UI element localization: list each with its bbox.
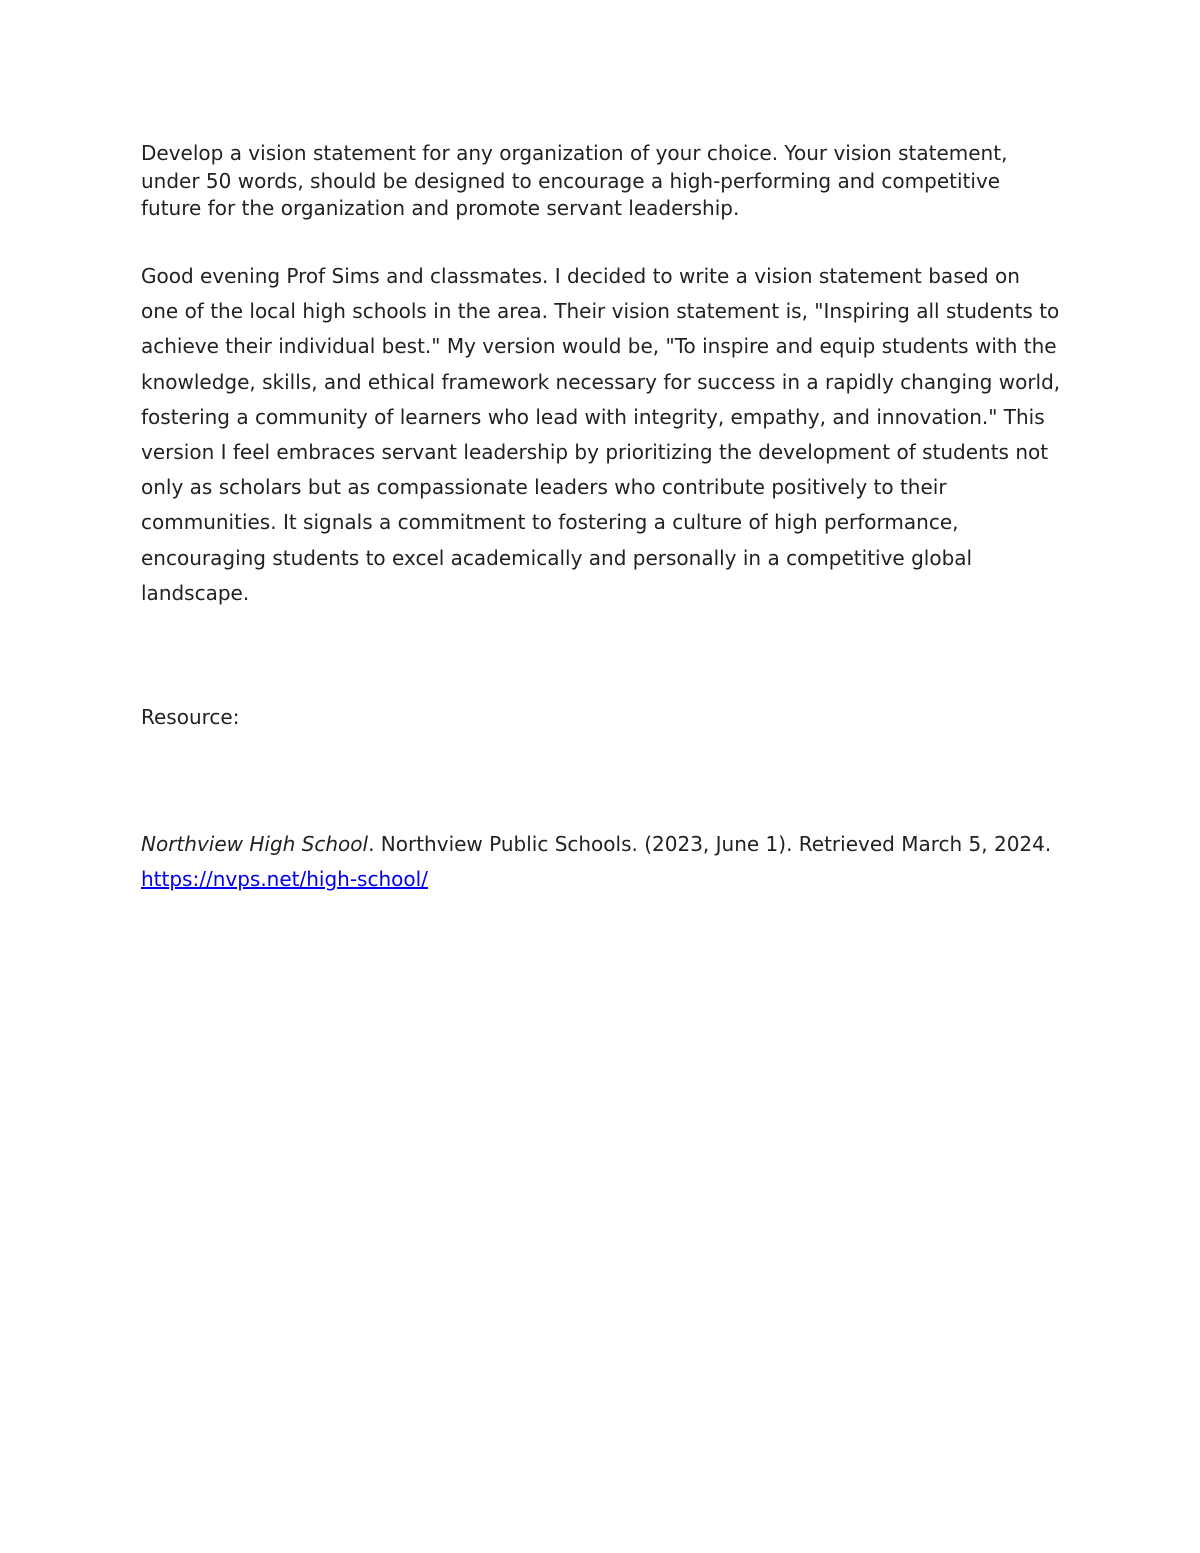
assignment-prompt: Develop a vision statement for any organization of your choice. Your vision statement, under 50 words, should be designed to encourage a high-performing and competitive future for the organization and promote servant leadership. [141,141,1008,220]
citation-link[interactable]: https://nvps.net/high-school/ [141,867,428,891]
citation-title: Northview High School [141,832,369,856]
resource-heading: Resource: [141,705,240,729]
citation-details: . Northview Public Schools. (2023, June 1). Retrieved March 5, 2024. [368,832,1052,856]
citation [141,827,1061,897]
discussion-response: Good evening Prof Sims and classmates. I decided to write a vision statement based on one of the local high schools in the area. Their vision statement is, "Inspiring all students to achieve their individual best." My version would be, "To inspire and equip students with the knowledge, skills, and ethical framework necessary for success in a rapidly changing world, fostering a community of learners who lead with integrity, empathy, and innovation." This version I feel embraces servant leadership by prioritizing the development of students not only as scholars but as compassionate leaders who contribute positively to their communities. It signals a commitment to fostering a culture of high performance, encouraging students to excel academically and personally in a competitive global landscape. [141,264,1061,605]
